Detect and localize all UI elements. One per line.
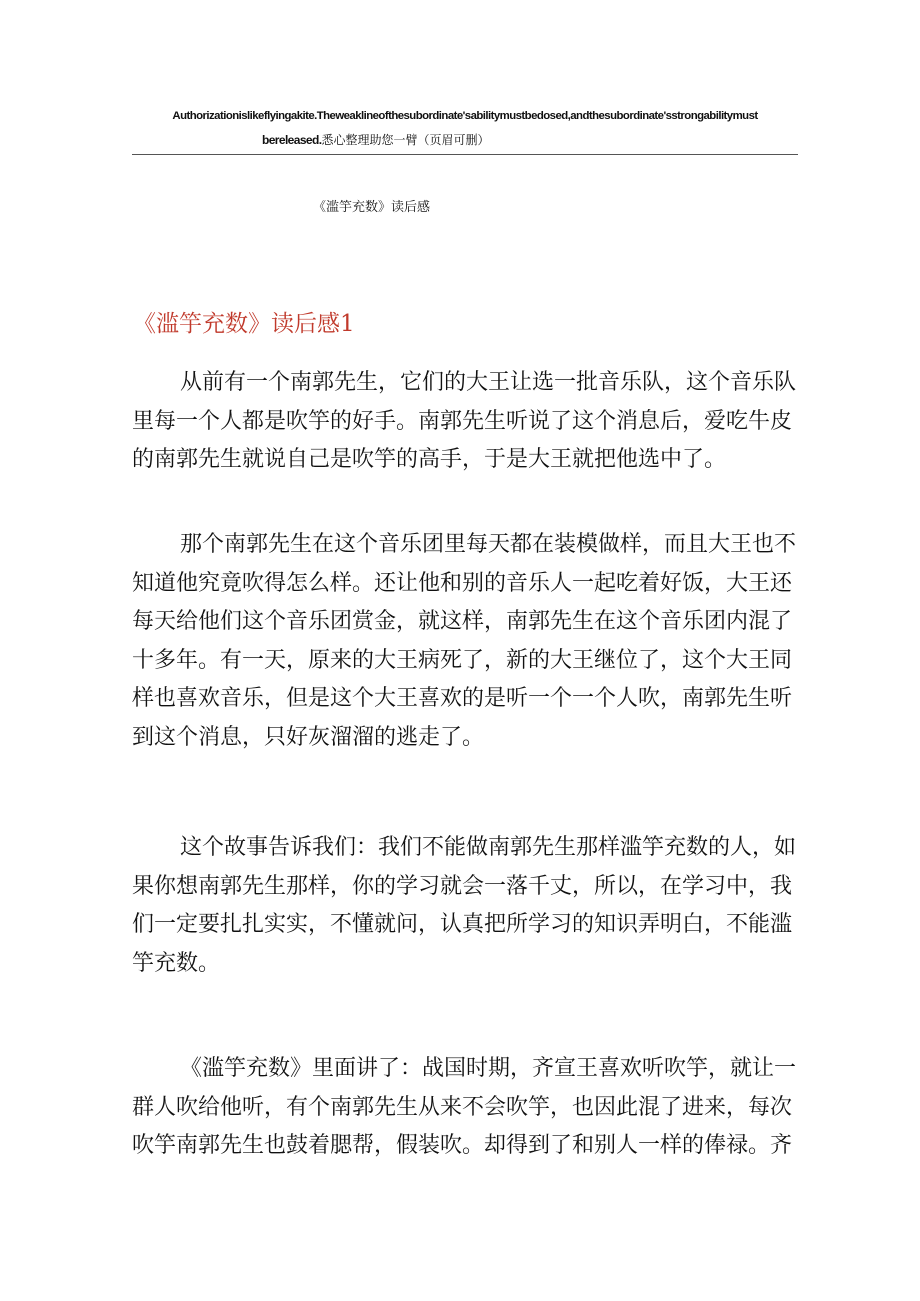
- paragraph-line: 到这个消息，只好灰溜溜的逃走了。: [132, 724, 485, 750]
- paragraph-line: 竽充数。: [132, 950, 221, 976]
- paragraph-line: 那个南郭先生在这个音乐团里每天都在装模做样，而且大王也不: [180, 532, 797, 557]
- section-heading: 《滥竽充数》读后感1: [133, 311, 355, 337]
- paragraph-2: [132, 526, 798, 757]
- document-title: 《滥竽充数》读后感: [313, 200, 431, 215]
- paragraph-1: [132, 364, 798, 480]
- paragraph-line: 吹竽南郭先生也鼓着腮帮，假装吹。却得到了和别人一样的俸禄。齐: [132, 1133, 793, 1158]
- paragraph-line: 们一定要扎扎实实，不懂就问，认真把所学习的知识弄明白，不能滥: [132, 912, 793, 937]
- header-english-text: Authorizationislikeflyingakite.Theweaklineofthesubordinate'sabilitymustbedosed,andthesubordinate'sstrongabilitymust: [172, 110, 758, 122]
- paragraph-line: 从前有一个南郭先生，它们的大王让选一批音乐队，这个音乐队: [180, 370, 797, 395]
- paragraph-4: [132, 1050, 798, 1166]
- paragraph-3: [132, 829, 798, 983]
- paragraph-line: 知道他究竟吹得怎么样。还让他和别的音乐人一起吃着好饭，大王还: [132, 570, 793, 596]
- header-second-line: [132, 128, 798, 152]
- header-english-tail: bereleased.: [262, 133, 322, 147]
- paragraph-line: 的南郭先生就说自己是吹竽的高手，于是大王就把他选中了。: [132, 447, 727, 472]
- paragraph-line: 《滥竽充数》里面讲了：战国时期，齐宣王喜欢听吹竽，就让一: [180, 1056, 797, 1081]
- header-divider: [132, 154, 798, 155]
- paragraph-line: 样也喜欢音乐，但是这个大王喜欢的是听一个一个人吹，南郭先生听: [132, 686, 793, 711]
- paragraph-line: 里每一个人都是吹竽的好手。南郭先生听说了这个消息后，爱吃牛皮: [132, 408, 793, 434]
- paragraph-line: 每天给他们这个音乐团赏金，就这样，南郭先生在这个音乐团内混了: [132, 609, 793, 634]
- paragraph-line: 果你想南郭先生那样，你的学习就会一落千丈，所以，在学习中，我: [132, 873, 793, 899]
- paragraph-line: 群人吹给他听，有个南郭先生从来不会吹竽，也因此混了进来，每次: [132, 1094, 793, 1120]
- paragraph-line: 这个故事告诉我们：我们不能做南郭先生那样滥竽充数的人，如: [180, 835, 797, 860]
- paragraph-line: 十多年。有一天，原来的大王病死了，新的大王继位了，这个大王同: [132, 647, 793, 673]
- page-header: [132, 104, 798, 152]
- header-chinese-note: 悉心整理助您一臂（页眉可删）: [321, 133, 490, 147]
